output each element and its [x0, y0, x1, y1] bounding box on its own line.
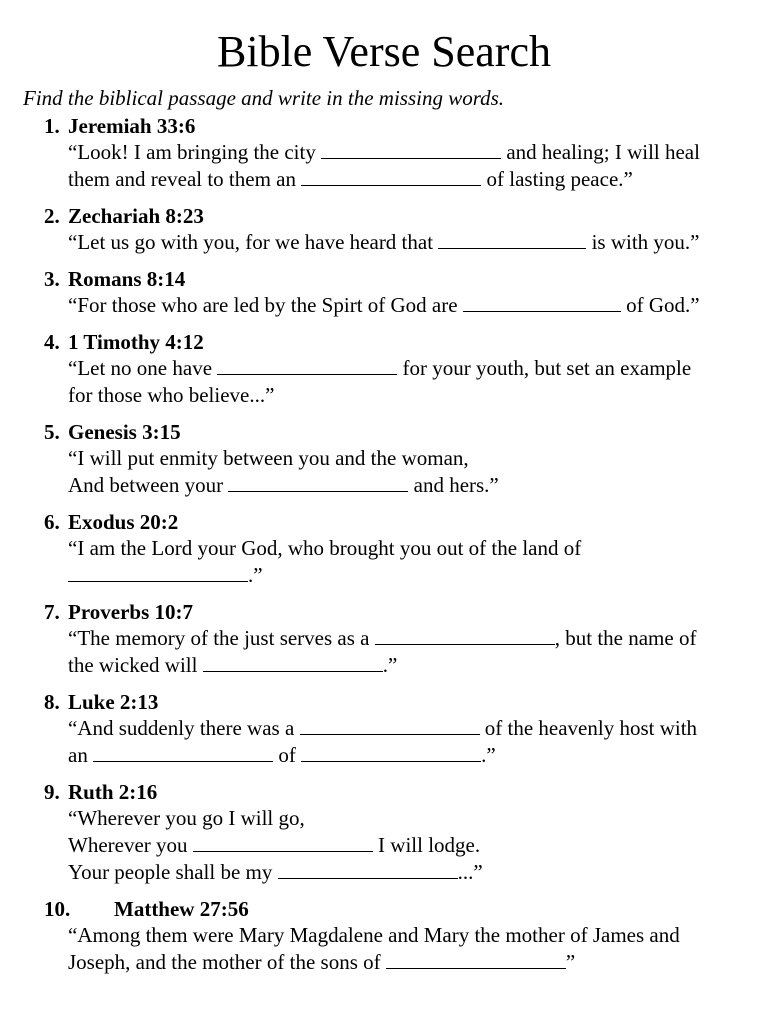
verse-segment: .”: [248, 563, 263, 587]
item-number: 1.: [44, 114, 60, 138]
verse-segment: “The memory of the just serves as a: [68, 626, 375, 650]
verse-line: [68, 472, 748, 499]
answer-blank[interactable]: [278, 860, 458, 879]
verse-line: [68, 742, 748, 769]
verse-line: [68, 805, 748, 832]
verse-segment: an: [68, 743, 94, 767]
verse-segment: ...”: [457, 860, 483, 884]
verse-segment: ”: [565, 950, 576, 974]
verse-line: [68, 535, 748, 562]
verse-item: [0, 779, 768, 886]
verse-reference: [0, 266, 768, 292]
verse-item: [0, 419, 768, 499]
verse-reference: [0, 599, 768, 625]
verse-line: [68, 229, 748, 256]
verse-text: [68, 535, 748, 589]
verse-segment: of the heavenly host with: [479, 716, 698, 740]
verse-reference: [0, 689, 768, 715]
verse-segment: and healing; I will heal: [501, 140, 700, 164]
reference-text: Genesis 3:15: [68, 420, 181, 444]
reference-text: Proverbs 10:7: [68, 600, 194, 624]
item-number: 4.: [44, 330, 60, 354]
reference-text: Romans 8:14: [68, 267, 186, 291]
answer-blank[interactable]: [68, 563, 248, 582]
reference-text: Luke 2:13: [68, 690, 159, 714]
answer-blank[interactable]: [217, 356, 397, 375]
verse-segment: “Wherever you go I will go,: [68, 806, 305, 830]
item-number: 10.: [44, 897, 71, 921]
verse-reference: [0, 896, 768, 922]
verse-line: [68, 832, 748, 859]
reference-text: Zechariah 8:23: [68, 204, 204, 228]
verse-segment: “Let no one have: [68, 356, 218, 380]
verse-reference: [0, 113, 768, 139]
answer-blank[interactable]: [301, 743, 481, 762]
verse-segment: Your people shall be my: [68, 860, 278, 884]
item-number: 2.: [44, 204, 60, 228]
verse-item: [0, 266, 768, 319]
verse-segment: “Let us go with you, for we have heard that: [68, 230, 439, 254]
reference-text: 1 Timothy 4:12: [68, 330, 204, 354]
answer-blank[interactable]: [203, 653, 383, 672]
verse-text: [68, 229, 748, 256]
verse-segment: them and reveal to them an: [68, 167, 302, 191]
answer-blank[interactable]: [386, 950, 566, 969]
verse-text: [68, 715, 748, 769]
item-number: 3.: [44, 267, 60, 291]
verse-item: [0, 896, 768, 976]
answer-blank[interactable]: [321, 140, 501, 159]
instructions: Find the biblical passage and write in the missing words.: [23, 86, 505, 110]
page-title: Bible Verse Search: [217, 27, 551, 76]
answer-blank[interactable]: [300, 716, 480, 735]
verse-line: [68, 445, 748, 472]
reference-text: Jeremiah 33:6: [68, 114, 196, 138]
verse-segment: of: [273, 743, 302, 767]
item-number: 6.: [44, 510, 60, 534]
verse-segment: , but the name of: [554, 626, 697, 650]
verse-segment: “Among them were Mary Magdalene and Mary the mother of James and: [68, 923, 680, 947]
verse-line: [68, 625, 748, 652]
verse-segment: And between your: [68, 473, 229, 497]
verse-segment: “I will put enmity between you and the woman,: [68, 446, 469, 470]
verse-text: [68, 625, 748, 679]
verse-line: [68, 139, 748, 166]
verse-item: [0, 113, 768, 193]
verse-item: [0, 329, 768, 409]
verse-reference: [0, 779, 768, 805]
answer-blank[interactable]: [193, 833, 373, 852]
verse-reference: [0, 329, 768, 355]
verse-text: [68, 139, 748, 193]
verse-text: [68, 445, 748, 499]
verse-segment: Joseph, and the mother of the sons of: [68, 950, 386, 974]
verse-segment: for those who believe...”: [68, 383, 275, 407]
answer-blank[interactable]: [463, 293, 621, 312]
verse-line: [68, 292, 748, 319]
item-number: 5.: [44, 420, 60, 444]
verse-item: [0, 599, 768, 679]
verse-segment: .”: [382, 653, 398, 677]
verse-line: [68, 652, 748, 679]
verse-line: [68, 715, 748, 742]
answer-blank[interactable]: [438, 230, 586, 249]
verse-reference: [0, 419, 768, 445]
answer-blank[interactable]: [375, 626, 555, 645]
verse-line: [68, 562, 748, 589]
item-number: 7.: [44, 600, 60, 624]
answer-blank[interactable]: [228, 473, 408, 492]
item-number: 8.: [44, 690, 60, 714]
verse-segment: of lasting peace.”: [481, 167, 633, 191]
verse-segment: “Look! I am bringing the city: [68, 140, 322, 164]
verse-segment: and hers.”: [408, 473, 499, 497]
verse-line: [68, 355, 748, 382]
verse-line: [68, 949, 748, 976]
verse-line: [68, 859, 748, 886]
verse-segment: .”: [481, 743, 496, 767]
verse-segment: “I am the Lord your God, who brought you out of the land of: [68, 536, 582, 560]
verse-segment: “For those who are led by the Spirt of God are: [68, 293, 463, 317]
verse-item: [0, 509, 768, 589]
reference-text: Matthew 27:56: [114, 897, 249, 921]
item-number: 9.: [44, 780, 60, 804]
verse-item: [0, 203, 768, 256]
reference-text: Exodus 20:2: [68, 510, 179, 534]
verse-text: [68, 805, 748, 886]
verse-reference: [0, 203, 768, 229]
verse-line: [68, 382, 748, 409]
verse-text: [68, 922, 748, 976]
verse-segment: I will lodge.: [372, 833, 481, 857]
verse-item: [0, 689, 768, 769]
verse-segment: the wicked will: [68, 653, 203, 677]
verse-text: [68, 292, 748, 319]
verse-segment: “And suddenly there was a: [68, 716, 300, 740]
verse-segment: is with you.”: [586, 230, 700, 254]
verse-list: [0, 113, 768, 986]
answer-blank[interactable]: [93, 743, 273, 762]
verse-segment: Wherever you: [68, 833, 193, 857]
verse-segment: for your youth, but set an example: [397, 356, 692, 380]
verse-line: [68, 922, 748, 949]
answer-blank[interactable]: [301, 167, 481, 186]
verse-line: [68, 166, 748, 193]
verse-reference: [0, 509, 768, 535]
verse-text: [68, 355, 748, 409]
reference-text: Ruth 2:16: [68, 780, 158, 804]
verse-segment: of God.”: [620, 293, 700, 317]
